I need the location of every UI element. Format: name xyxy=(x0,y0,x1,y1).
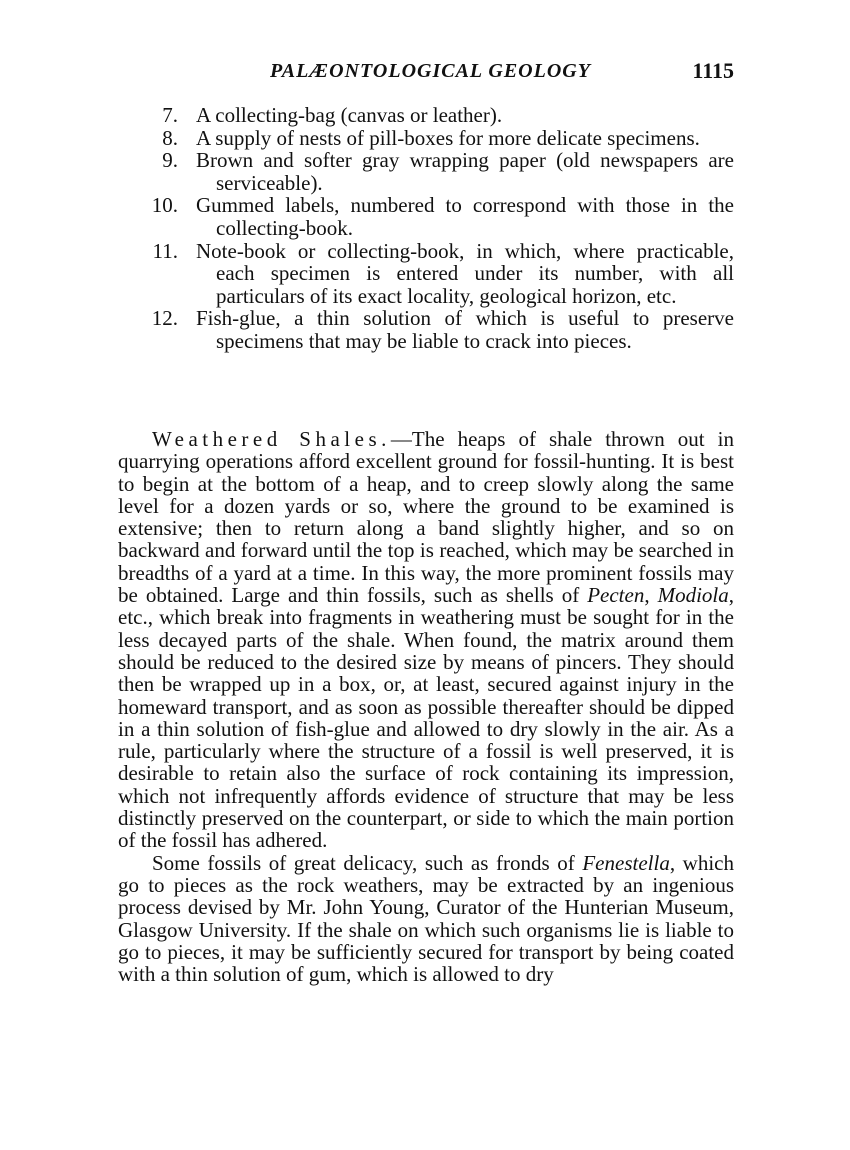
list-item-text: Gummed labels, numbered to correspond with those in the collecting-book. xyxy=(196,193,734,240)
list-item xyxy=(118,194,734,239)
genus-name-pecten: Pecten xyxy=(587,583,645,608)
list-item xyxy=(118,240,734,308)
section-heading: Weathered Shales. xyxy=(152,427,391,451)
list-item-text: Note-book or collecting-book, in which, where practicable, each specimen is entered under its number, with all particulars of its exact locality, geological horizon, etc. xyxy=(196,238,734,308)
list-item xyxy=(118,307,734,352)
text-run: , etc., which break into fragments in weathering must be sought for in the less decayed parts of the shale. When found, the matrix around them should be reduced to the desired size by means of pincers. They should then be wrapped up in a box, or, at least, secured against injury in the homeward transport, and as soon as possible thereafter should be dipped in a thin solution of fish-glue and allowed to dry slowly in the air. As a rule, particularly where the structure of a fossil is well preserved, it is desirable to retain also the surface of rock containing its impression, which not infrequently affords evidence of structure that may be less distinctly preserved on the counterpart, or side to which the main portion of the fossil has adhered. xyxy=(118,583,734,853)
list-item-number: 9. xyxy=(162,148,178,173)
list-item-number: 12. xyxy=(151,306,178,331)
text-run: , xyxy=(644,583,658,608)
list-item-number: 8. xyxy=(162,125,178,150)
list-item-text: Brown and softer gray wrapping paper (old newspapers are serviceable). xyxy=(196,148,734,195)
list-item-text: A supply of nests of pill-boxes for more delicate specimens. xyxy=(196,125,700,150)
list-item-number: 11. xyxy=(152,238,178,263)
genus-name-fenestella: Fenestella xyxy=(582,850,670,875)
supplies-list xyxy=(118,104,734,353)
body-text xyxy=(118,428,734,985)
paragraph-delicate-fossils xyxy=(118,852,734,986)
list-item xyxy=(118,104,734,127)
page-number: 1115 xyxy=(692,58,734,83)
running-head xyxy=(118,60,734,88)
genus-name-modiola: Modiola xyxy=(657,583,729,608)
list-item-number: 7. xyxy=(162,103,178,127)
list-item-text: A collecting-bag (canvas or leather). xyxy=(196,103,503,127)
running-title: PALÆONTOLOGICAL GEOLOGY xyxy=(270,60,591,82)
list-item-number: 10. xyxy=(151,193,178,218)
list-item xyxy=(118,149,734,194)
list-item-text: Fish-glue, a thin solution of which is useful to preserve specimens that may be liable to crack into pieces. xyxy=(196,306,734,353)
text-run: —The heaps of shale thrown out in quarrying operations afford excellent ground for fossil-hunting. It is best to begin at the bottom of a heap, and to creep slowly along the same level for a dozen yards or so, where the ground to be examined is extensive; then to return along a band slightly higher, and so on backward and forward until the top is reached, which may be searched in breadths of a yard at a time. In this way, the more prominent fossils may be obtained. Large and thin fossils, such as shells of xyxy=(118,427,734,608)
text-run: Some fossils of great delicacy, such as fronds of xyxy=(152,850,583,875)
paragraph-weathered-shales xyxy=(118,428,734,852)
text-run: , which go to pieces as the rock weathers, may be extracted by an ingenious process devised by Mr. John Young, Curator of the Hunterian Museum, Glasgow University. If the shale on which such organisms lie is liable to go to pieces, it may be sufficiently secured for transport by being coated with a thin solution of gum, which is allowed to dry xyxy=(118,850,734,987)
list-item xyxy=(118,127,734,150)
